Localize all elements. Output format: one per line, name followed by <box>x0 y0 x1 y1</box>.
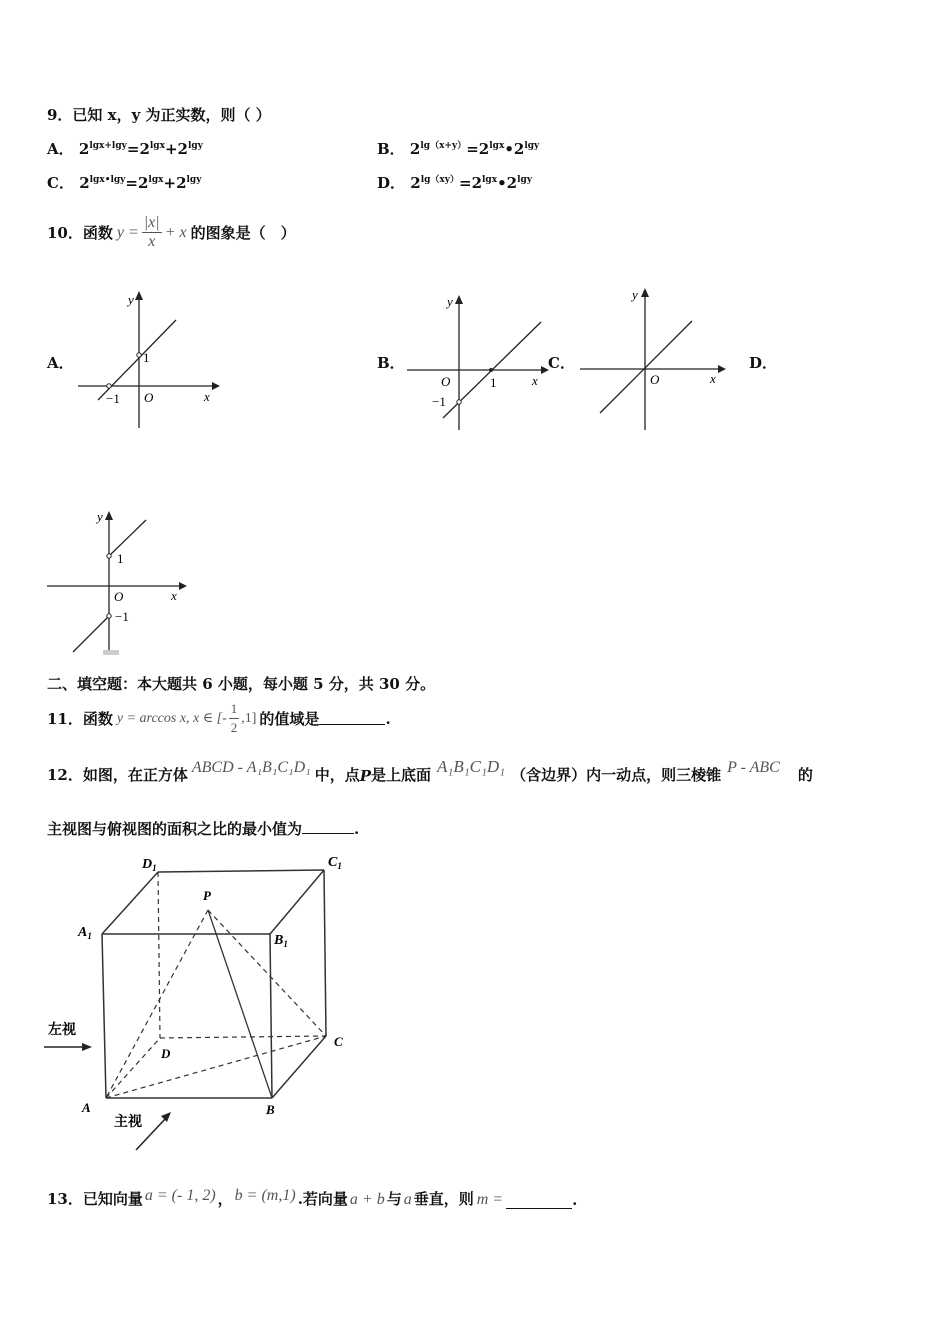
tick-label-neg-one: −1 <box>106 391 120 406</box>
open-point-icon <box>107 554 111 558</box>
x-label: x <box>532 373 538 388</box>
edge-dd1 <box>158 872 160 1038</box>
q13-mid3: 垂直，则 <box>413 1190 474 1208</box>
edge-pb <box>208 910 272 1098</box>
edge-bc <box>272 1036 326 1098</box>
cube-figure <box>40 848 360 1158</box>
graph-line-lower <box>73 616 109 652</box>
label-b1: $B_1$ <box>274 933 288 949</box>
q11-stem <box>47 700 391 737</box>
q10-option-c-label[interactable]: C． <box>548 354 575 372</box>
q9-option-c-label: C． <box>47 174 74 192</box>
q13-answer-blank[interactable] <box>506 1196 572 1209</box>
front-view-label: 主视 <box>114 1114 142 1130</box>
x-axis-arrow-icon <box>212 382 220 390</box>
edge-a1d1 <box>102 872 158 934</box>
left-view-label: 左视 <box>48 1022 76 1038</box>
q12-mid3: （含边界）内一动点，则三棱锥 <box>511 766 722 784</box>
tick-label-one: 1 <box>490 375 497 390</box>
q9-option-a-math: $2^{lgx+lgy}=2^{lgx}+2^{lgy}$ <box>78 140 203 158</box>
q9-option-c[interactable] <box>47 172 201 193</box>
q10-graph-b[interactable] <box>405 290 550 435</box>
label-c: C <box>334 1034 343 1049</box>
q10-graph-d[interactable] <box>45 508 190 660</box>
front-view-arrow-icon <box>161 1112 171 1122</box>
q10-formula-num: |x| <box>143 214 160 231</box>
q12-mid1: 中，点 <box>314 766 360 784</box>
label-d: D <box>161 1046 171 1061</box>
edge-ac <box>106 1036 326 1098</box>
x-label: x <box>204 389 210 404</box>
q13-end: . <box>572 1191 578 1209</box>
q9-option-d-label: D． <box>377 174 406 192</box>
graph-line <box>600 321 692 413</box>
scan-mark <box>103 650 119 655</box>
q9-option-b-label: B． <box>377 140 405 158</box>
q11-formula-end: ,1] <box>241 710 257 726</box>
x-label: x <box>171 588 177 603</box>
edge-d1c1 <box>158 870 324 872</box>
q10-option-a-label[interactable]: A． <box>47 354 74 372</box>
q13-vector-b: b = (m,1) <box>234 1187 296 1204</box>
tick-label-neg-one: −1 <box>432 394 446 409</box>
q12-pyramid-name: P - ABC <box>727 759 780 776</box>
edge-pc <box>208 910 326 1036</box>
q12-face-name: A₁B₁C₁D₁ <box>437 757 506 776</box>
y-label: y <box>632 287 638 302</box>
tick-label-one: 1 <box>117 551 124 566</box>
y-label: y <box>447 294 453 309</box>
q13-mid: .若向量 <box>297 1190 348 1208</box>
section-heading: 二、填空题：本大题共 6 小题，每小题 5 分，共 30 分。 <box>47 675 436 693</box>
q12-end1: 的 <box>797 766 813 784</box>
point-icon <box>489 368 493 372</box>
edge-cc1 <box>324 870 326 1036</box>
q13-comma: ， <box>217 1190 233 1208</box>
q10-suffix: 的图象是（ ） <box>190 224 296 242</box>
q11-suffix: 的值域是 <box>259 710 320 728</box>
y-axis-arrow-icon <box>641 288 649 297</box>
q12-stem-line1 <box>47 757 813 785</box>
origin-label: O <box>144 390 154 405</box>
q9-option-d-math: $2^{lg(xy)}=2^{lgx}•2^{lgy}$ <box>410 174 533 192</box>
q10-formula-tail: + x <box>164 223 187 241</box>
q9-option-b[interactable] <box>377 138 539 159</box>
y-axis-arrow-icon <box>135 291 143 300</box>
open-point-icon <box>107 384 111 388</box>
label-a: A <box>82 1100 91 1115</box>
edge-pa <box>106 910 208 1098</box>
q10-option-d-label[interactable]: D． <box>749 354 778 372</box>
q11-end: . <box>385 709 391 728</box>
origin-label: O <box>441 374 451 389</box>
q9-option-d[interactable] <box>377 172 532 193</box>
q9-option-b-math: $2^{lg(x+y)}=2^{lgx}•2^{lgy}$ <box>409 140 540 158</box>
origin-label: O <box>114 589 124 604</box>
x-axis-arrow-icon <box>541 366 549 374</box>
edge-bb1 <box>270 934 272 1098</box>
q12-mid2: 是上底面 <box>371 766 432 784</box>
edge-dc <box>160 1036 326 1038</box>
y-axis-arrow-icon <box>455 295 463 304</box>
q11-answer-blank[interactable] <box>319 712 385 725</box>
q12-stem-line2 <box>47 818 359 839</box>
q10-formula-y: y = <box>116 223 139 241</box>
q12-line2: 主视图与俯视图的面积之比的最小值为 <box>47 820 303 838</box>
q12-point-p: P <box>359 767 372 785</box>
q10-graph-c[interactable] <box>578 285 728 433</box>
q9-option-a-label: A． <box>47 140 74 158</box>
q12-answer-blank[interactable] <box>302 821 354 834</box>
y-axis-arrow-icon <box>105 511 113 520</box>
edge-b1c1 <box>270 870 324 934</box>
q10-formula-den: x <box>148 233 156 250</box>
q11-prefix: 11．函数 <box>47 710 113 728</box>
q12-cube-name: ABCD - A₁B₁C₁D₁ <box>191 759 311 776</box>
q13-prefix: 13．已知向量 <box>47 1190 143 1208</box>
origin-label: O <box>650 372 660 387</box>
edge-aa1 <box>102 934 106 1098</box>
q9-stem: 9．已知 x，y 为正实数，则（ ） <box>47 106 271 124</box>
open-point-icon <box>107 614 111 618</box>
q13-sum: a + b <box>349 1191 385 1208</box>
tick-label-one: 1 <box>143 350 150 365</box>
q9-option-c-math: $2^{lgx•lgy}=2^{lgx}+2^{lgy}$ <box>79 174 202 192</box>
label-p: P <box>203 888 211 903</box>
tick-label-neg-one: −1 <box>115 609 129 624</box>
q10-prefix: 10．函数 <box>47 224 113 242</box>
q12-prefix: 12．如图，在正方体 <box>47 766 188 784</box>
q13-mid2: 与 <box>386 1190 402 1208</box>
q11-fraction <box>229 700 240 737</box>
q9-option-a[interactable] <box>47 138 203 159</box>
q10-formula-fraction <box>142 214 162 251</box>
label-a1: $A_1$ <box>78 925 92 941</box>
label-c1: $C_1$ <box>328 855 342 871</box>
q11-frac-num: 1 <box>229 700 240 719</box>
x-label: x <box>710 371 716 386</box>
x-axis-arrow-icon <box>718 365 726 373</box>
q13-vector-a: a = (- 1, 2) <box>144 1187 216 1204</box>
q13-m: m = <box>476 1191 504 1208</box>
label-d1: $D_1$ <box>142 857 157 873</box>
y-label: y <box>128 292 134 307</box>
left-view-arrow-icon <box>82 1043 92 1051</box>
q10-option-b-label[interactable]: B． <box>377 354 405 372</box>
open-point-icon <box>457 400 461 404</box>
graph-line-upper <box>109 520 146 556</box>
x-axis-arrow-icon <box>179 582 187 590</box>
q13-stem <box>47 1188 577 1209</box>
q12-end2: . <box>354 820 360 838</box>
q13-a: a <box>403 1191 412 1208</box>
y-label: y <box>97 509 103 524</box>
q10-graph-a[interactable] <box>70 288 220 433</box>
q11-frac-den: 2 <box>230 720 238 735</box>
open-point-icon <box>137 353 141 357</box>
q10-stem <box>47 214 296 251</box>
label-b: B <box>266 1102 275 1117</box>
q11-formula: y = arccos x, x ∈ [- <box>116 711 227 726</box>
